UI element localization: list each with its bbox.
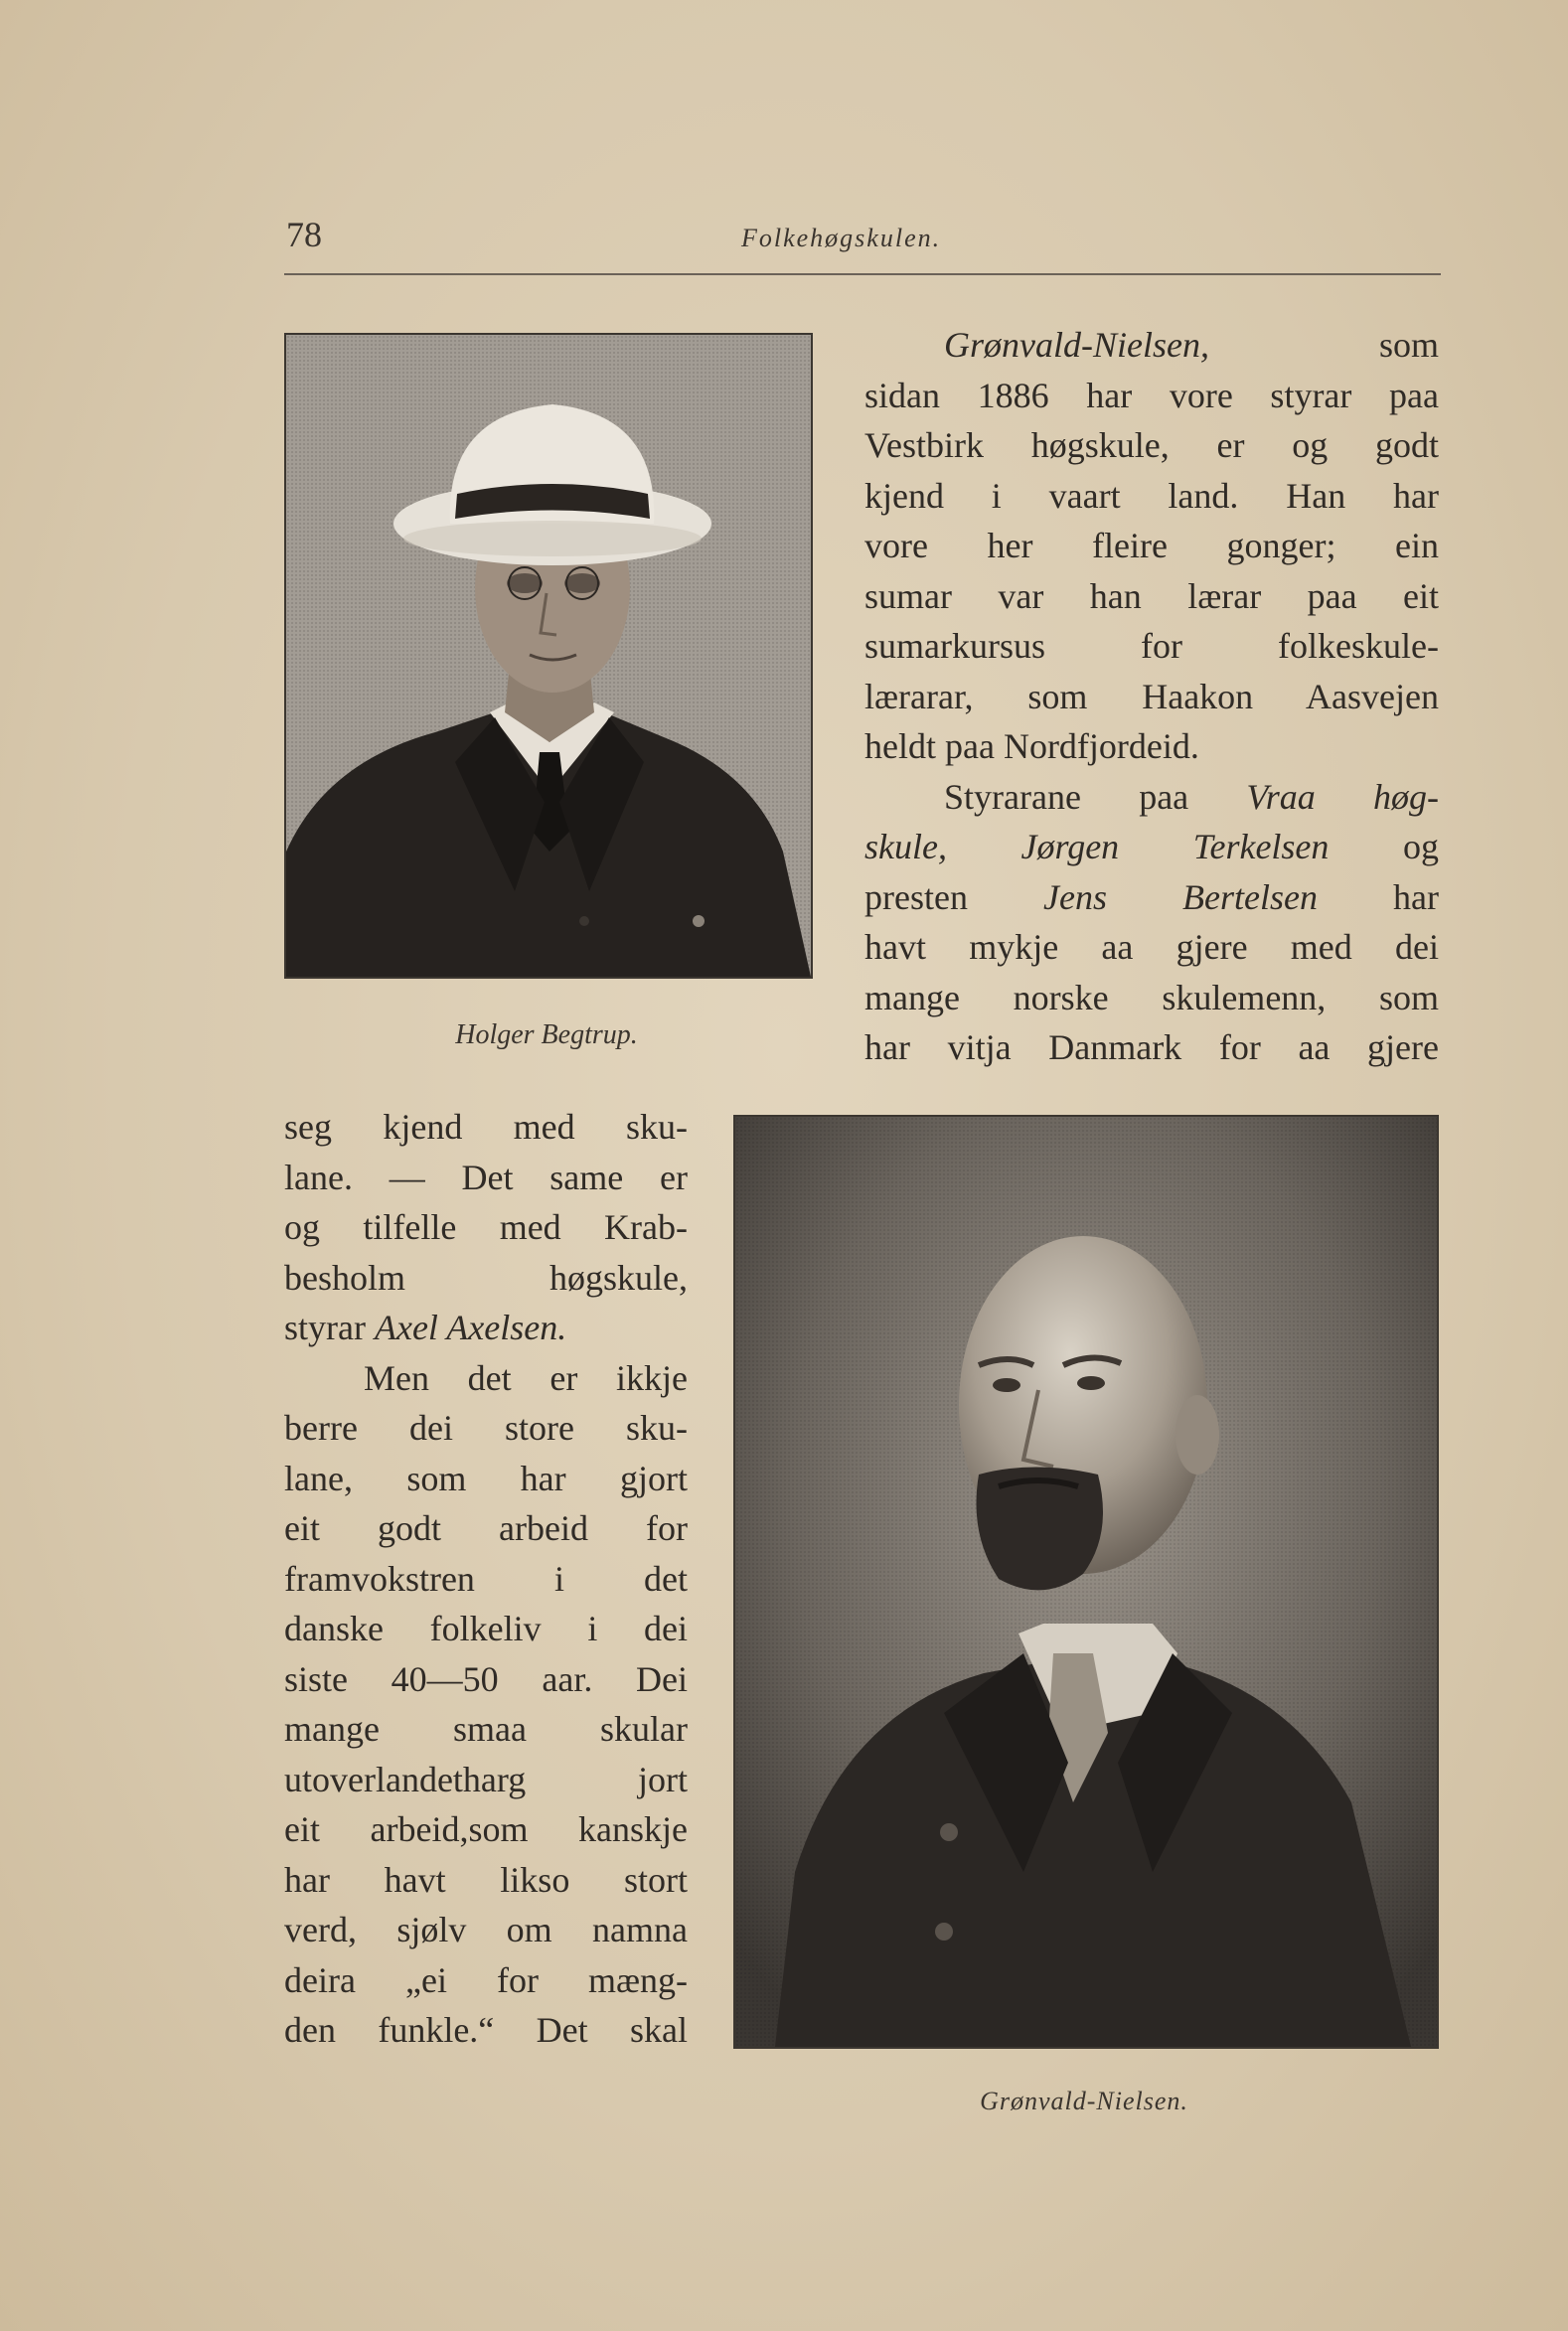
text-line [284, 1102, 688, 1153]
text-run: lane. — Det same er [284, 1157, 688, 1197]
text-line [864, 1022, 1439, 1073]
text-run: framvokstren i det [284, 1558, 688, 1599]
text-run: sumarkursus for folkeskule- [864, 626, 1439, 666]
italic-text: skule, Jørgen Terkelsen [864, 827, 1330, 866]
text-line [864, 721, 1439, 772]
text-run: mange smaa skular [284, 1709, 688, 1749]
text-run: deira „ei for mæng- [284, 1959, 688, 2000]
text-line [284, 1303, 688, 1353]
text-line [864, 973, 1439, 1023]
text-run: har vitja Danmark for aa gjere [864, 1027, 1439, 1067]
text-line [284, 1503, 688, 1554]
page-number: 78 [286, 215, 322, 254]
text-line [864, 772, 1439, 823]
photo-caption-2: Grønvald-Nielsen. [980, 2087, 1188, 2115]
text-run: styrar [284, 1308, 375, 1347]
text-run: heldt paa Nordfjordeid. [864, 726, 1199, 766]
text-line [284, 1804, 688, 1855]
text-line [284, 1855, 688, 1906]
photo-caption-1: Holger Begtrup. [455, 1019, 638, 1050]
italic-text: Vraa høg- [1246, 776, 1439, 817]
text-line [284, 1704, 688, 1755]
text-run: sumar var han lærar paa eit [864, 575, 1439, 616]
text-run: utoverlandetharg jort [284, 1759, 688, 1799]
text-line [284, 1955, 688, 2006]
text-run: havt mykje aa gjere med dei [864, 927, 1439, 967]
text-line [284, 1403, 688, 1454]
text-run: Styrarane paa [944, 776, 1247, 817]
text-run: presten [864, 876, 1044, 917]
text-line [864, 571, 1439, 622]
text-line [864, 521, 1439, 571]
text-line [864, 621, 1439, 672]
text-run: siste 40—50 aar. Dei [284, 1658, 688, 1699]
text-run: har [1317, 876, 1439, 917]
running-title: Folkehøgskulen. [741, 224, 942, 252]
text-run: som [1208, 325, 1439, 365]
text-line [864, 371, 1439, 421]
text-line [284, 2005, 688, 2056]
text-run: eit godt arbeid for [284, 1508, 688, 1548]
text-run: lærarar, som Haakon Aasvejen [864, 676, 1439, 716]
text-run: Vestbirk høgskule, er og godt [864, 425, 1439, 465]
text-run: kjend i vaart land. Han har [864, 475, 1439, 516]
text-run: mange norske skulemenn, som [864, 977, 1439, 1017]
text-line [864, 822, 1439, 872]
text-line [864, 872, 1439, 923]
text-run: verd, sjølv om namna [284, 1910, 688, 1949]
text-line [864, 420, 1439, 471]
text-line [864, 922, 1439, 973]
italic-text: Jens Bertelsen [1043, 876, 1318, 917]
italic-text: Axel Axelsen. [374, 1308, 567, 1347]
text-run: Men det er ikkje [364, 1357, 688, 1398]
text-run: har havt likso stort [284, 1859, 688, 1900]
text-line [864, 672, 1439, 722]
text-run: danske folkeliv i dei [284, 1609, 688, 1648]
text-run: vore her fleire gonger; ein [864, 526, 1439, 565]
text-line [284, 1554, 688, 1605]
text-run: og [1329, 827, 1439, 866]
portrait-photo-gronvald-nielsen [733, 1115, 1439, 2049]
text-line [284, 1454, 688, 1504]
left-column-text [284, 1102, 688, 2056]
text-line [864, 320, 1439, 371]
text-line [284, 1654, 688, 1705]
text-line [284, 1604, 688, 1654]
text-line [284, 1202, 688, 1253]
text-line [284, 1755, 688, 1805]
text-run: sidan 1886 har vore styrar paa [864, 375, 1439, 415]
text-line [284, 1153, 688, 1203]
text-line [864, 471, 1439, 522]
text-run: lane, som har gjort [284, 1458, 688, 1498]
portrait-photo-holger-begtrup [284, 333, 813, 979]
text-run: berre dei store sku- [284, 1408, 688, 1448]
text-run: seg kjend med sku- [284, 1107, 688, 1147]
text-line [284, 1253, 688, 1304]
page-header [284, 214, 1441, 275]
text-line [284, 1905, 688, 1955]
italic-text: Grønvald-Nielsen, [944, 325, 1209, 365]
text-run: eit arbeid,som kanskje [284, 1809, 688, 1849]
text-run: besholm høgskule, [284, 1257, 688, 1298]
text-line [284, 1353, 688, 1404]
text-run: den funkle.“ Det skal [284, 2010, 688, 2050]
text-run: og tilfelle med Krab- [284, 1207, 688, 1247]
right-column-text [864, 320, 1439, 1073]
